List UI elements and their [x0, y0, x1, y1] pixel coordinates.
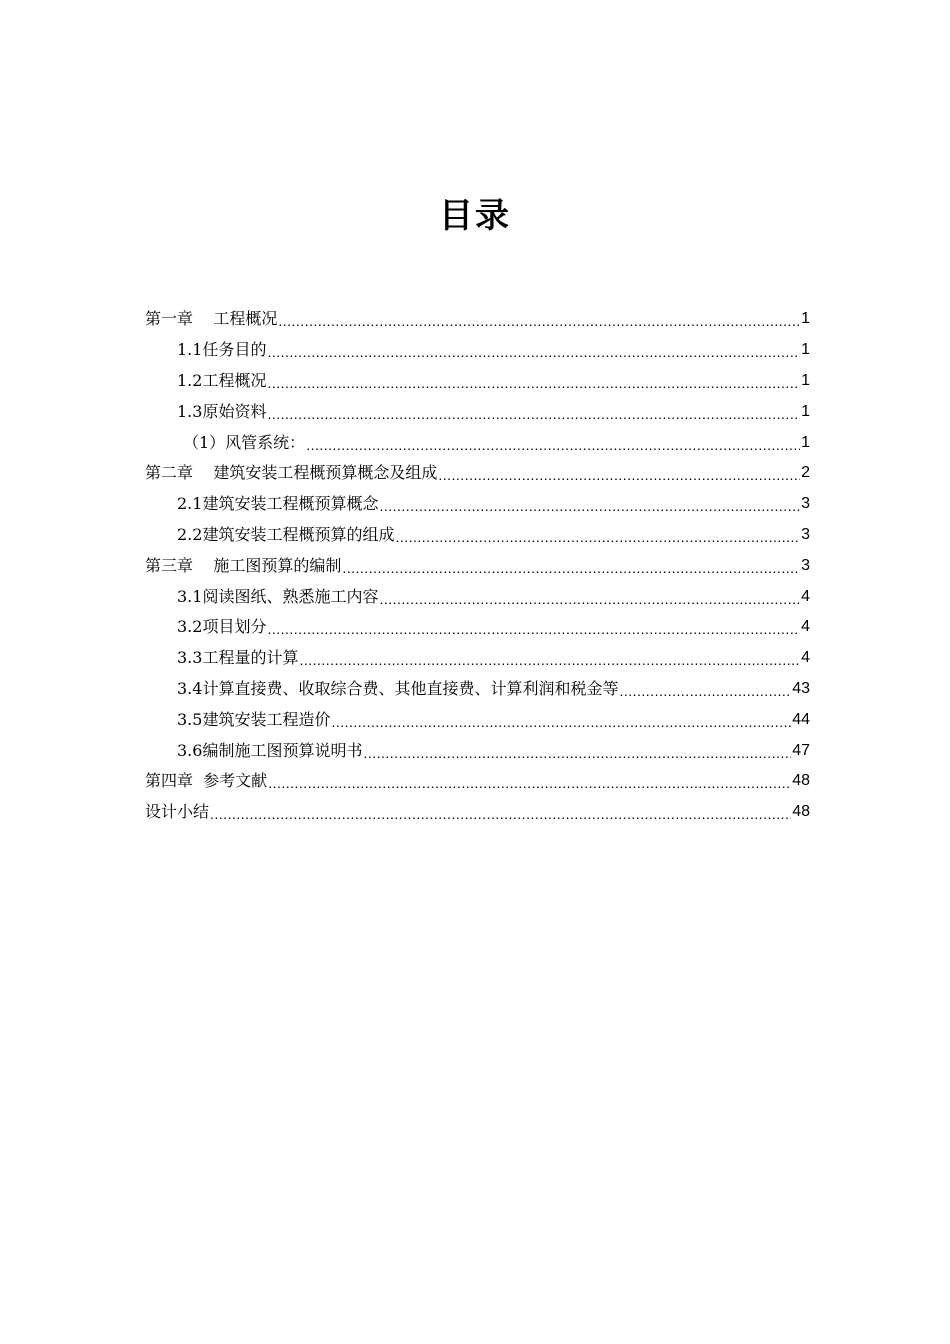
toc-entry-text: 3.1阅读图纸、熟悉施工内容	[177, 586, 379, 606]
dot-leader	[342, 561, 800, 575]
toc-entry-text: 1.3原始资料	[177, 401, 267, 421]
dot-leader	[331, 715, 791, 729]
table-of-contents	[145, 304, 810, 828]
dot-leader	[267, 407, 800, 421]
toc-page-number: 3	[801, 556, 810, 574]
toc-page-number: 48	[792, 803, 810, 821]
dot-leader	[268, 776, 791, 790]
toc-page-number: 4	[801, 587, 810, 605]
dot-leader	[363, 746, 791, 760]
dot-leader	[438, 468, 800, 482]
toc-entry-text: （1）风管系统：	[183, 432, 306, 452]
toc-entry-text: 第三章 施工图预算的编制	[145, 555, 342, 575]
toc-entry-text: 第四章 参考文献	[145, 771, 268, 791]
dot-leader	[267, 345, 800, 359]
toc-entry[interactable]	[145, 427, 810, 458]
toc-entry[interactable]	[145, 612, 810, 643]
toc-page-number: 1	[801, 433, 810, 451]
toc-page-number: 1	[801, 371, 810, 389]
dot-leader	[267, 622, 800, 636]
toc-entry[interactable]	[145, 766, 810, 797]
toc-page-number: 1	[801, 341, 810, 359]
toc-page-number: 4	[801, 649, 810, 667]
toc-entry[interactable]	[145, 520, 810, 551]
toc-page-number: 43	[792, 679, 810, 697]
toc-entry-text: 第一章 工程概况	[145, 309, 278, 329]
dot-leader	[299, 653, 800, 667]
toc-entry[interactable]	[145, 735, 810, 766]
dot-leader	[619, 684, 791, 698]
dot-leader	[267, 376, 800, 390]
toc-entry[interactable]	[145, 396, 810, 427]
toc-entry[interactable]	[145, 366, 810, 397]
toc-page-number: 4	[801, 618, 810, 636]
toc-entry[interactable]	[145, 304, 810, 335]
toc-entry[interactable]	[145, 643, 810, 674]
toc-page-number: 1	[801, 310, 810, 328]
toc-entry-text: 设计小结	[145, 802, 210, 822]
toc-entry[interactable]	[145, 489, 810, 520]
toc-entry[interactable]	[145, 550, 810, 581]
dot-leader	[278, 314, 800, 328]
toc-page-number: 1	[801, 402, 810, 420]
toc-entry[interactable]	[145, 797, 810, 828]
toc-entry[interactable]	[145, 704, 810, 735]
toc-entry-text: 第二章 建筑安装工程概预算概念及组成	[145, 463, 438, 483]
dot-leader	[306, 438, 800, 452]
toc-page-number: 2	[801, 464, 810, 482]
toc-entry[interactable]	[145, 581, 810, 612]
toc-page-number: 3	[801, 495, 810, 513]
toc-entry[interactable]	[145, 335, 810, 366]
dot-leader	[379, 592, 800, 606]
toc-entry[interactable]	[145, 458, 810, 489]
toc-title: 目录	[439, 196, 511, 236]
toc-entry-text: 3.4计算直接费、收取综合费、其他直接费、计算利润和税金等	[177, 678, 619, 698]
toc-entry-text: 3.6编制施工图预算说明书	[177, 740, 363, 760]
toc-entry-text: 3.3工程量的计算	[177, 648, 299, 668]
toc-entry-text: 3.2项目划分	[177, 617, 267, 637]
dot-leader	[210, 807, 791, 821]
toc-entry[interactable]	[145, 674, 810, 705]
toc-page-number: 3	[801, 525, 810, 543]
toc-entry-text: 1.2工程概况	[177, 370, 267, 390]
toc-entry-text: 2.1建筑安装工程概预算概念	[177, 494, 379, 514]
dot-leader	[395, 530, 800, 544]
toc-entry-text: 3.5建筑安装工程造价	[177, 709, 331, 729]
toc-entry-text: 1.1任务目的	[177, 340, 267, 360]
toc-page-number: 47	[792, 741, 810, 759]
toc-page-number: 48	[792, 772, 810, 790]
toc-entry-text: 2.2建筑安装工程概预算的组成	[177, 524, 395, 544]
toc-page-number: 44	[792, 710, 810, 728]
dot-leader	[379, 499, 800, 513]
